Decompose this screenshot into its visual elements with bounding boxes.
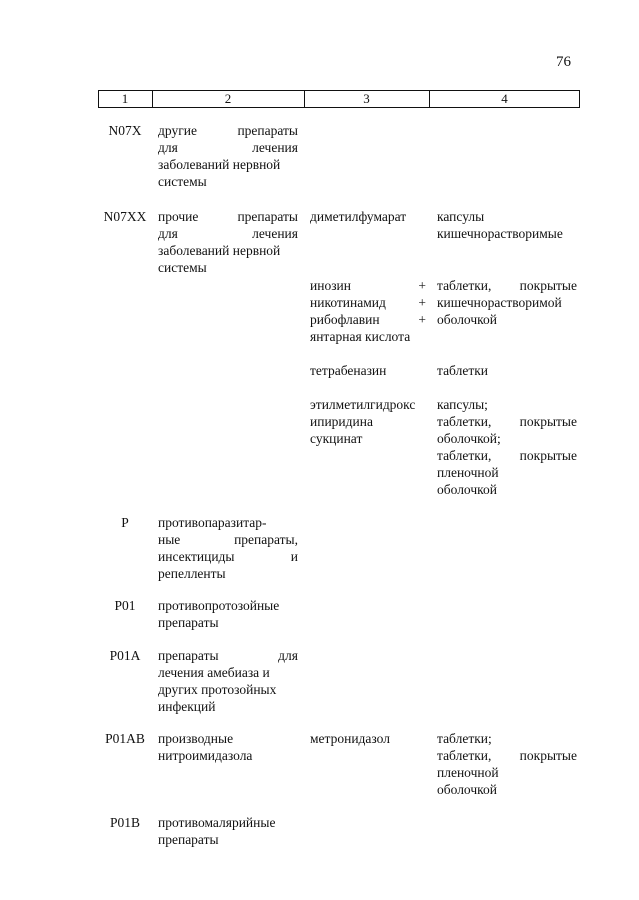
dosage-form bbox=[437, 362, 577, 379]
word: сукцинат bbox=[310, 431, 363, 446]
text-line bbox=[158, 565, 298, 582]
dosage-form bbox=[437, 277, 577, 328]
text-line bbox=[437, 225, 577, 242]
word: препараты bbox=[158, 615, 219, 630]
word: диметилфумарат bbox=[310, 209, 407, 224]
text-line bbox=[158, 681, 298, 698]
text-line bbox=[310, 362, 426, 379]
word: препараты bbox=[237, 123, 298, 138]
text-line bbox=[310, 208, 426, 225]
text-line bbox=[158, 156, 298, 173]
atc-description bbox=[158, 208, 298, 276]
word: препараты bbox=[158, 648, 219, 663]
text-line bbox=[158, 139, 298, 156]
text-line bbox=[310, 730, 426, 747]
word: для bbox=[278, 648, 298, 663]
word: пленочной bbox=[437, 465, 499, 480]
word: нитроимидазола bbox=[158, 748, 253, 763]
word: пленочной bbox=[437, 765, 499, 780]
word: для bbox=[158, 140, 178, 155]
word: системы bbox=[158, 260, 207, 275]
word: тетрабеназин bbox=[310, 363, 387, 378]
header-col-4: 4 bbox=[501, 91, 508, 106]
word: оболочкой; bbox=[437, 431, 501, 446]
atc-code: P01B bbox=[109, 815, 140, 830]
word: таблетки bbox=[437, 363, 489, 378]
text-line bbox=[158, 173, 298, 190]
text-line bbox=[437, 294, 577, 311]
drug-name bbox=[310, 208, 426, 225]
text-line bbox=[437, 311, 577, 328]
atc-description bbox=[158, 814, 298, 848]
word: таблетки, bbox=[437, 278, 492, 293]
word: системы bbox=[158, 174, 207, 189]
text-line bbox=[437, 430, 577, 447]
header-col-1: 1 bbox=[121, 91, 129, 106]
text-line bbox=[437, 481, 577, 498]
text-line bbox=[158, 531, 298, 548]
word: заболеваний нервной bbox=[158, 243, 281, 258]
word: лечения bbox=[252, 226, 298, 241]
drug-name bbox=[310, 277, 426, 345]
text-line bbox=[437, 362, 577, 379]
word: производные bbox=[158, 731, 234, 746]
page-number: 76 bbox=[556, 54, 571, 70]
text-line bbox=[158, 730, 298, 747]
text-line bbox=[437, 781, 577, 798]
text-line bbox=[437, 447, 577, 464]
word: ипиридина bbox=[310, 414, 373, 429]
text-line bbox=[310, 413, 426, 430]
drug-name bbox=[310, 730, 426, 747]
atc-description bbox=[158, 597, 298, 631]
text-line bbox=[310, 396, 426, 413]
header-col-2: 2 bbox=[224, 91, 232, 106]
word: капсулы bbox=[437, 209, 485, 224]
word: покрытые bbox=[519, 278, 577, 293]
atc-code: N07XX bbox=[103, 209, 147, 224]
atc-code: N07X bbox=[108, 123, 142, 138]
atc-description bbox=[158, 647, 298, 715]
word: других протозойных bbox=[158, 682, 277, 697]
word: кишечнорастворимой bbox=[437, 295, 562, 310]
word: + bbox=[418, 278, 426, 293]
text-line bbox=[437, 764, 577, 781]
text-line bbox=[158, 814, 298, 831]
table-header bbox=[98, 90, 580, 108]
word: + bbox=[418, 295, 426, 310]
text-line bbox=[158, 698, 298, 715]
text-line bbox=[310, 328, 426, 345]
word: никотинамид bbox=[310, 295, 386, 310]
drug-name bbox=[310, 362, 426, 379]
text-line bbox=[158, 747, 298, 764]
text-line bbox=[158, 242, 298, 259]
text-line bbox=[437, 730, 577, 747]
text-line bbox=[437, 277, 577, 294]
word: прочие bbox=[158, 209, 199, 224]
text-line bbox=[158, 831, 298, 848]
atc-code: P01A bbox=[109, 648, 141, 663]
word: лечения bbox=[252, 140, 298, 155]
text-line bbox=[158, 208, 298, 225]
word: заболеваний нервной bbox=[158, 157, 281, 172]
text-line bbox=[158, 122, 298, 139]
text-line bbox=[437, 747, 577, 764]
text-line bbox=[310, 277, 426, 294]
atc-code: P bbox=[121, 515, 129, 530]
word: противопаразитар- bbox=[158, 515, 267, 530]
word: капсулы; bbox=[437, 397, 488, 412]
word: кишечнорастворимые bbox=[437, 226, 563, 241]
atc-description bbox=[158, 730, 298, 764]
word: препараты bbox=[237, 209, 298, 224]
text-line bbox=[310, 294, 426, 311]
word: инсектициды bbox=[158, 549, 235, 564]
word: таблетки; bbox=[437, 731, 492, 746]
text-line bbox=[158, 259, 298, 276]
text-line bbox=[158, 548, 298, 565]
word: янтарная кислота bbox=[310, 329, 411, 344]
header-col-3: 3 bbox=[363, 91, 370, 106]
text-line bbox=[437, 413, 577, 430]
drug-name bbox=[310, 396, 426, 447]
word: препараты bbox=[158, 832, 219, 847]
word: другие bbox=[158, 123, 197, 138]
word: противопротозойные bbox=[158, 598, 280, 613]
word: препараты, bbox=[234, 532, 298, 547]
text-line bbox=[158, 225, 298, 242]
word: покрытые bbox=[519, 748, 577, 763]
word: + bbox=[418, 312, 426, 327]
dosage-form bbox=[437, 396, 577, 498]
text-line bbox=[158, 647, 298, 664]
text-line bbox=[437, 396, 577, 413]
column-divider bbox=[579, 90, 580, 108]
word: противомалярийные bbox=[158, 815, 276, 830]
word: лечения амебиаза и bbox=[158, 665, 270, 680]
text-line bbox=[158, 597, 298, 614]
word: таблетки, bbox=[437, 414, 492, 429]
word: покрытые bbox=[519, 448, 577, 463]
text-line bbox=[310, 430, 426, 447]
text-line bbox=[158, 514, 298, 531]
text-line bbox=[158, 664, 298, 681]
word: оболочкой bbox=[437, 312, 497, 327]
word: таблетки, bbox=[437, 748, 492, 763]
text-line bbox=[158, 614, 298, 631]
word: инфекций bbox=[158, 699, 216, 714]
word: оболочкой bbox=[437, 782, 497, 797]
word: покрытые bbox=[519, 414, 577, 429]
word: для bbox=[158, 226, 178, 241]
dosage-form bbox=[437, 208, 577, 242]
text-line bbox=[437, 208, 577, 225]
word: метронидазол bbox=[310, 731, 390, 746]
word: рибофлавин bbox=[310, 312, 380, 327]
word: таблетки, bbox=[437, 448, 492, 463]
text-line bbox=[310, 311, 426, 328]
dosage-form bbox=[437, 730, 577, 798]
word: этилметилгидрокс bbox=[310, 397, 416, 412]
word: оболочкой bbox=[437, 482, 497, 497]
word: и bbox=[290, 549, 298, 564]
atc-code: P01AB bbox=[105, 731, 145, 746]
text-line bbox=[437, 464, 577, 481]
word: инозин bbox=[310, 278, 351, 293]
atc-description bbox=[158, 122, 298, 190]
word: ные bbox=[158, 532, 181, 547]
word: репелленты bbox=[158, 566, 226, 581]
atc-description bbox=[158, 514, 298, 582]
atc-code: P01 bbox=[114, 598, 136, 613]
